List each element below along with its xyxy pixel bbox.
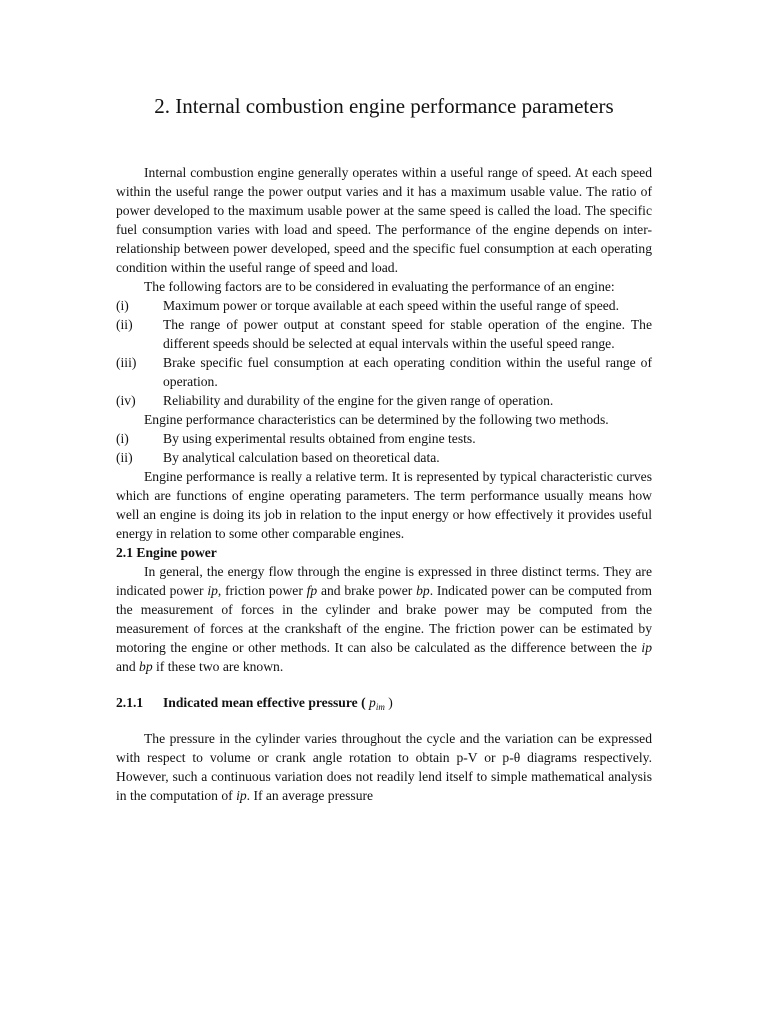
method-number: (i)	[116, 431, 129, 446]
factor-text: Maximum power or torque available at each speed within the useful range of speed.	[163, 298, 619, 313]
factor-item	[116, 391, 652, 410]
pim-symbol: $p_{im}$	[369, 695, 385, 712]
section-number: 2.1.1	[116, 695, 144, 710]
performance-paragraph: Engine performance is really a relative term. It is represented by typical characteristic curves which are functions of engine operating parameters. The term performance usually means how well an engine is doing its job in relation to the input energy or how effectively it provides useful energy in relation to some other comparable engines.	[116, 469, 652, 541]
section-heading-engine-power: 2.1 Engine power	[116, 545, 217, 560]
methods-intro-paragraph: Engine performance characteristics can be determined by the following two methods.	[144, 412, 609, 427]
factor-number: (ii)	[116, 317, 133, 332]
factor-text: Reliability and durability of the engine for the given range of operation.	[163, 393, 554, 408]
method-text: By analytical calculation based on theoretical data.	[163, 450, 440, 465]
factor-number: (iv)	[116, 393, 136, 408]
engine-power-paragraph: In general, the energy flow through the engine is expressed in three distinct terms. They are indicated power ip, friction power fp and brake power bp. Indicated power can be computed from the measurement of forces in the cylinder and brake power may be computed from the measurement of forces at the crankshaft of the engine. The friction power can be estimated by motoring the engine or other methods. It can also be calculated as the difference between the ip and bp if these two are known.	[116, 564, 652, 674]
factor-item	[116, 296, 652, 315]
factor-text: Brake specific fuel consumption at each operating condition within the useful range of operation.	[163, 355, 652, 389]
page-title: 2. Internal combustion engine performance parameters	[154, 94, 614, 118]
method-text: By using experimental results obtained from engine tests.	[163, 431, 476, 446]
intro-paragraph-2: The following factors are to be considered in evaluating the performance of an engine:	[144, 279, 615, 294]
method-item	[116, 448, 652, 467]
factor-number: (iii)	[116, 355, 137, 370]
imep-paragraph: The pressure in the cylinder varies throughout the cycle and the variation can be expressed with respect to volume or crank angle rotation to obtain p-V or p-θ diagrams respectively. However, such a continuous variation does not readily lend itself to simple mathematical analysis in the computation of ip. If an average pressure	[116, 731, 652, 803]
section-heading-imep	[116, 693, 652, 717]
factor-number: (i)	[116, 298, 129, 313]
method-item	[116, 429, 652, 448]
intro-paragraph-1: Internal combustion engine generally operates within a useful range of speed. At each speed within the useful range the power output varies and it has a maximum usable value. The ratio of power developed to the maximum usable power at the same speed is called the load. The specific fuel consumption varies with load and speed. The performance of the engine depends on inter-relationship between power developed, speed and the specific fuel consumption at each operating condition within the useful range of speed and load.	[116, 165, 652, 275]
factor-item	[116, 315, 652, 353]
method-number: (ii)	[116, 450, 133, 465]
factor-item	[116, 353, 652, 391]
document-body	[116, 163, 652, 805]
factor-text: The range of power output at constant speed for stable operation of the engine. The different speeds should be selected at equal intervals within the useful speed range.	[163, 317, 652, 351]
section-heading-text: Indicated mean effective pressure ( $p_{im}$ )	[163, 695, 393, 712]
